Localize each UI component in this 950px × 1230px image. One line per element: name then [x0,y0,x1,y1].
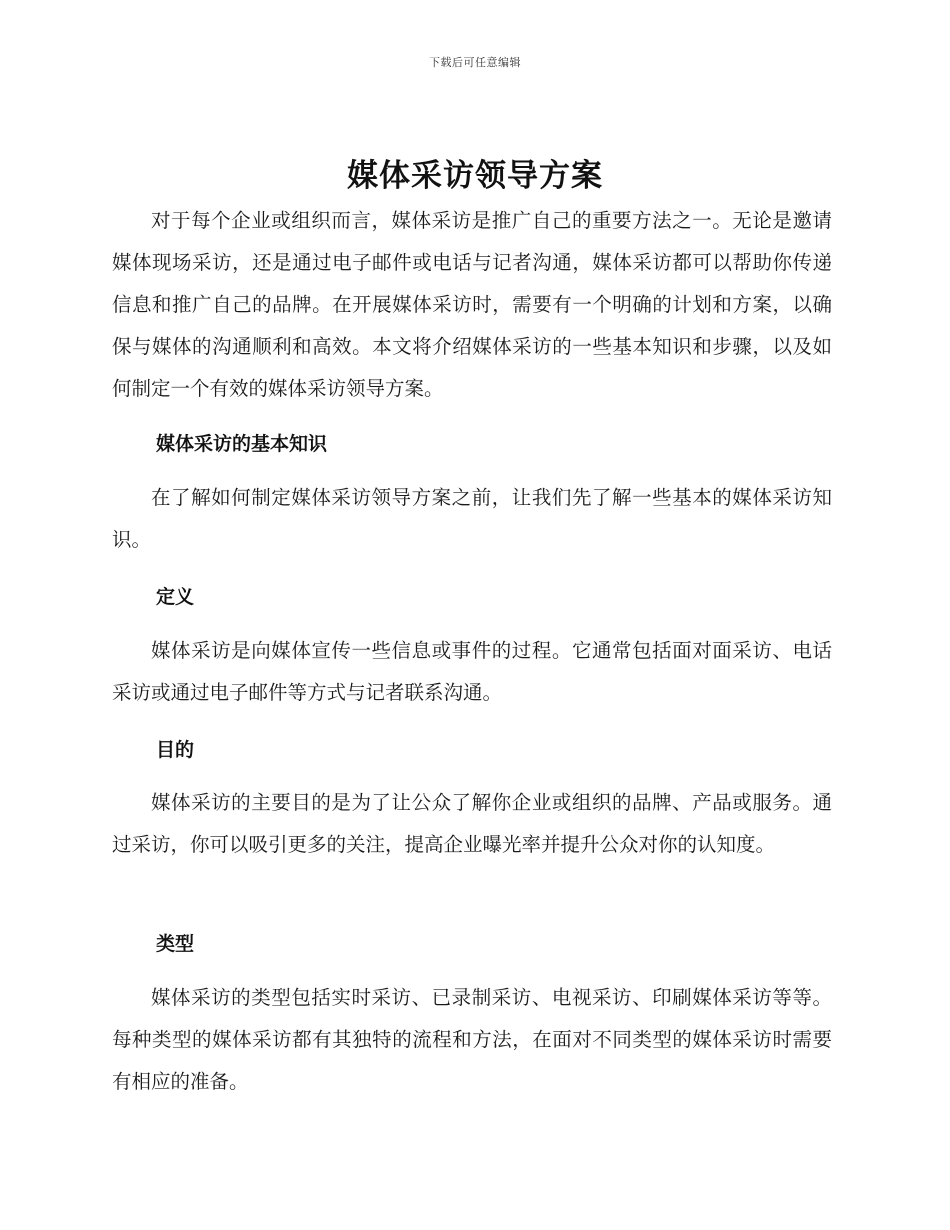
section-paragraph-purpose: 媒体采访的主要目的是为了让公众了解你企业或组织的品牌、产品或服务。通过采访，你可以吸引更多的关注，提高企业曝光率并提升公众对你的认知度。 [112,791,832,856]
section-heading-types: 类型 [156,933,195,955]
header-note: 下载后可任意编辑 [429,56,521,69]
section-paragraph-basics: 在了解如何制定媒体采访领导方案之前，让我们先了解一些基本的媒体采访知识。 [112,486,832,551]
page-title: 媒体采访领导方案 [347,158,603,194]
section-heading-purpose: 目的 [156,739,195,761]
section-heading-basics: 媒体采访的基本知识 [156,433,328,455]
section-heading-definition: 定义 [156,586,195,608]
intro-paragraph: 对于每个企业或组织而言，媒体采访是推广自己的重要方法之一。无论是邀请媒体现场采访，还是通过电子邮件或电话与记者沟通，媒体采访都可以帮助你传递信息和推广自己的品牌。在开展媒体采访时，需要有一个明确的计划和方案，以确保与媒体的沟通顺利和高效。本文将介绍媒体采访的一些基本知识和步骤，以及如何制定一个有效的媒体采访领导方案。 [112,209,832,400]
section-paragraph-definition: 媒体采访是向媒体宣传一些信息或事件的过程。它通常包括面对面采访、电话采访或通过电子邮件等方式与记者联系沟通。 [112,639,832,704]
section-paragraph-types: 媒体采访的类型包括实时采访、已录制采访、电视采访、印刷媒体采访等等。每种类型的媒体采访都有其独特的流程和方法，在面对不同类型的媒体采访时需要有相应的准备。 [112,986,832,1093]
